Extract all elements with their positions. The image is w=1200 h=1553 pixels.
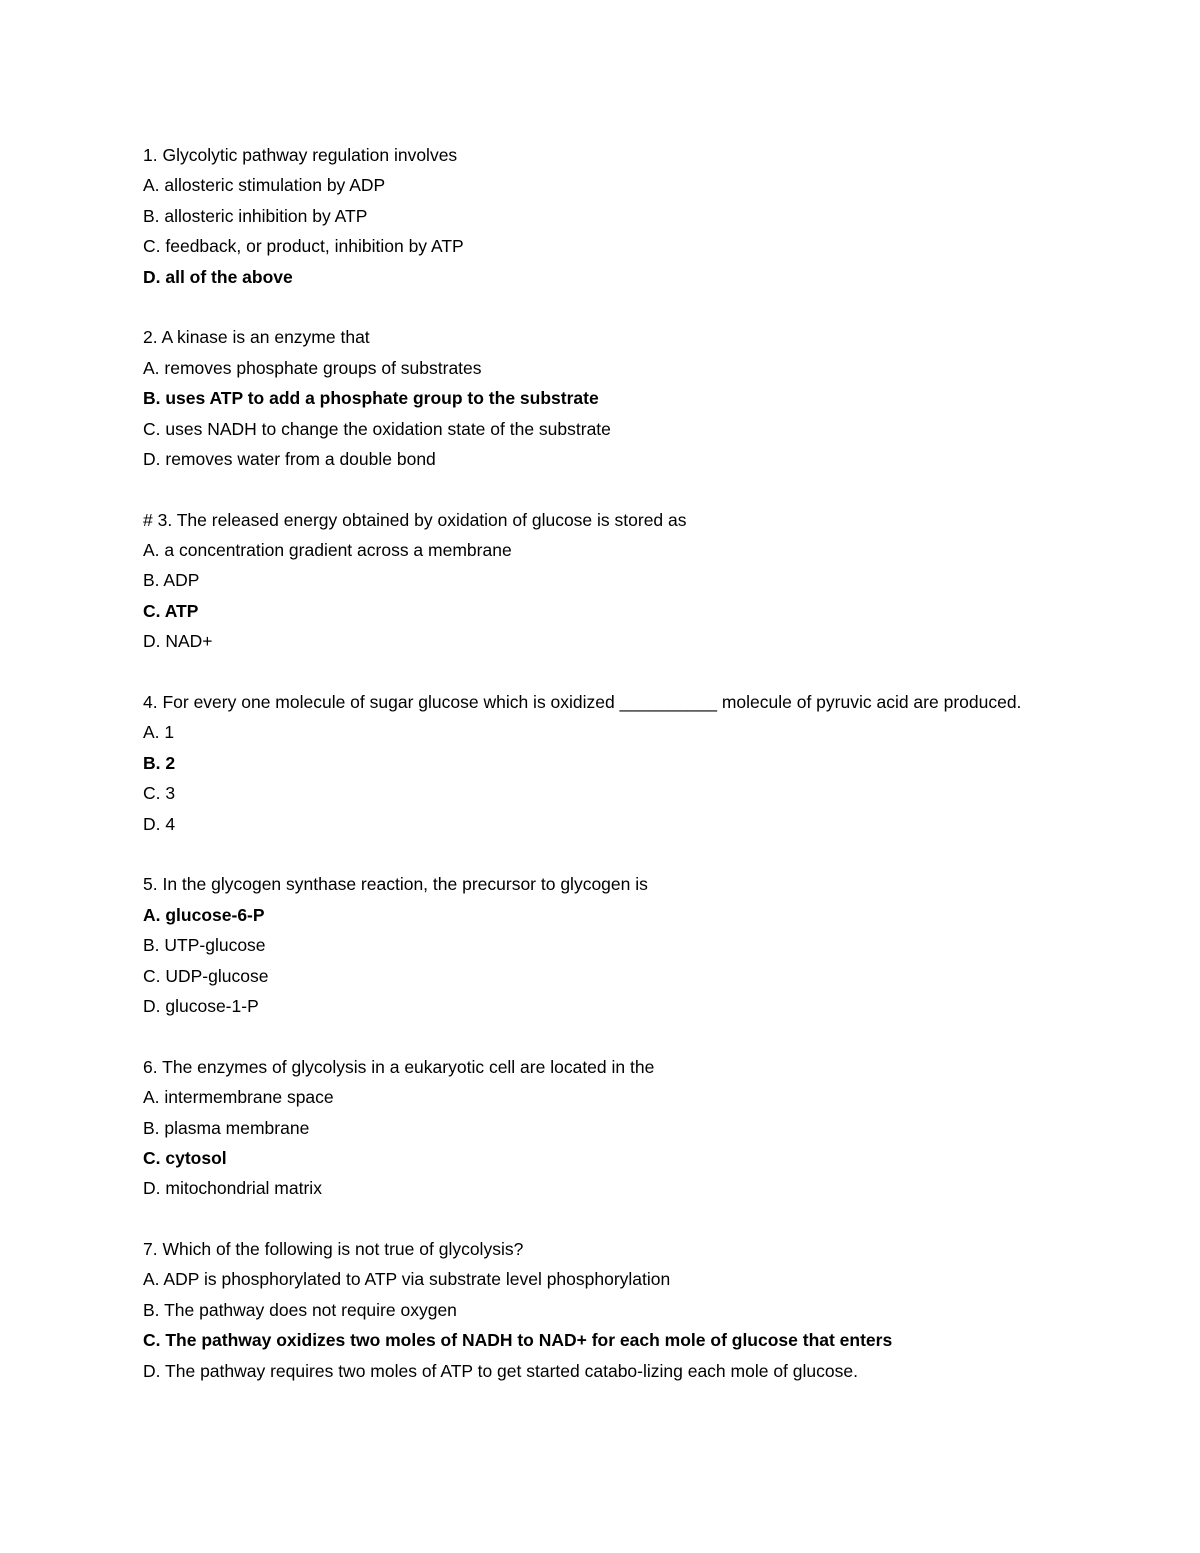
- answer-option-b-correct: B. 2: [143, 752, 176, 773]
- question-stem: 5. In the glycogen synthase reaction, the precursor to glycogen is: [143, 874, 648, 895]
- answer-option-a: A. 1: [143, 722, 175, 743]
- question-stem: 2. A kinase is an enzyme that: [143, 327, 370, 348]
- question-stem: 1. Glycolytic pathway regulation involves: [143, 145, 458, 165]
- answer-option-c: C. UDP-glucose: [143, 965, 269, 986]
- answer-option-c-correct: C. ATP: [143, 600, 199, 621]
- answer-option-b: B. allosteric inhibition by ATP: [143, 205, 368, 226]
- answer-option-d: D. mitochondrial matrix: [143, 1178, 322, 1199]
- answer-option-a: A. removes phosphate groups of substrates: [143, 357, 482, 378]
- answer-option-a-correct: A. glucose-6-P: [143, 904, 265, 925]
- answer-option-d: D. removes water from a double bond: [143, 448, 436, 469]
- answer-option-d: D. NAD+: [143, 631, 213, 652]
- answer-option-b: B. ADP: [143, 570, 200, 591]
- answer-option-a: A. intermembrane space: [143, 1087, 334, 1108]
- answer-option-c-correct: C. The pathway oxidizes two moles of NADH to NAD+ for each mole of glucose that enters: [143, 1330, 893, 1351]
- answer-option-d: D. 4: [143, 813, 176, 834]
- question-6: [143, 1052, 1063, 1204]
- question-1: [143, 140, 1063, 292]
- question-list: [143, 140, 1063, 1416]
- answer-option-b: B. UTP-glucose: [143, 935, 266, 956]
- question-7: [143, 1234, 1063, 1386]
- answer-option-c: C. feedback, or product, inhibition by ATP: [143, 236, 464, 257]
- question-stem: 4. For every one molecule of sugar glucose which is oxidized __________ molecule of pyruvic acid are produced.: [143, 692, 1022, 713]
- answer-option-b: B. plasma membrane: [143, 1117, 310, 1138]
- answer-option-c-correct: C. cytosol: [143, 1147, 227, 1168]
- question-3: [143, 505, 1063, 657]
- question-stem: # 3. The released energy obtained by oxidation of glucose is stored as: [143, 509, 687, 530]
- answer-option-d: D. glucose-1-P: [143, 995, 259, 1016]
- answer-option-b-correct: B. uses ATP to add a phosphate group to the substrate: [143, 388, 599, 409]
- answer-option-d: D. The pathway requires two moles of ATP to get started catabo-lizing each mole of glucose.: [143, 1360, 858, 1381]
- question-stem: 7. Which of the following is not true of glycolysis?: [143, 1239, 524, 1260]
- answer-option-c: C. uses NADH to change the oxidation state of the substrate: [143, 418, 611, 439]
- answer-option-d-correct: D. all of the above: [143, 266, 293, 287]
- question-4: [143, 687, 1063, 839]
- answer-option-a: A. ADP is phosphorylated to ATP via substrate level phosphorylation: [143, 1269, 671, 1290]
- answer-option-b: B. The pathway does not require oxygen: [143, 1299, 457, 1320]
- question-stem: 6. The enzymes of glycolysis in a eukaryotic cell are located in the: [143, 1056, 655, 1077]
- answer-option-a: A. allosteric stimulation by ADP: [143, 175, 386, 196]
- answer-option-c: C. 3: [143, 783, 176, 804]
- answer-option-a: A. a concentration gradient across a membrane: [143, 540, 512, 561]
- question-5: [143, 869, 1063, 1021]
- question-2: [143, 322, 1063, 474]
